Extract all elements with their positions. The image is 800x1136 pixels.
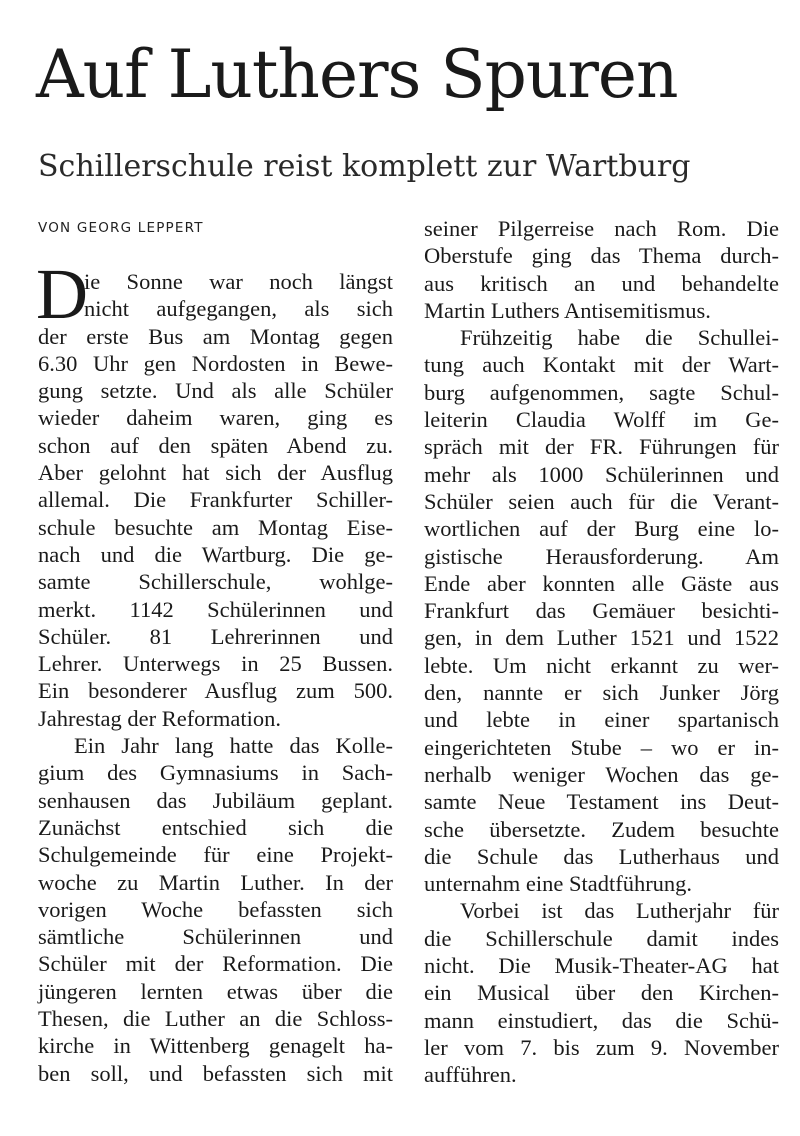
text-line: Frankfurt das Gemäuer besichti- xyxy=(424,598,779,624)
text-line: Jahrestag der Reformation. xyxy=(38,705,282,731)
text-line: seiner Pilgerreise nach Rom. Die xyxy=(424,216,779,241)
text-line: tung auch Kontakt mit der Wart- xyxy=(424,352,779,378)
text-line: nicht. Die Musik-Theater-AG hat xyxy=(424,953,779,979)
text-line: merkt. 1142 Schülerinnen und xyxy=(38,596,393,622)
text-line: sämtliche Schülerinnen und xyxy=(38,924,393,950)
text-line: senhausen das Jubiläum geplant. xyxy=(38,787,393,813)
text-line: schon auf den späten Abend zu. xyxy=(38,432,393,458)
article-column-right xyxy=(424,215,779,1089)
text-line: der erste Bus am Montag gegen xyxy=(38,323,393,349)
text-line: unternahm eine Stadtführung. xyxy=(424,871,693,897)
text-line: spräch mit der FR. Führungen für xyxy=(424,434,779,460)
article-column-left xyxy=(38,268,393,1087)
text-line: vorigen Woche befassten sich xyxy=(38,896,393,922)
text-line: Oberstufe ging das Thema durch- xyxy=(424,243,779,269)
text-line: Schüler. 81 Lehrerinnen und xyxy=(38,623,393,649)
text-line: Schüler seien auch für die Verant- xyxy=(424,488,779,514)
text-line: Martin Luthers Antisemitismus. xyxy=(424,297,711,323)
text-line: die Schule das Lutherhaus und xyxy=(424,843,779,869)
article-subheadline: Schillerschule reist komplett zur Wartburg xyxy=(38,149,691,184)
text-line: samte Neue Testament ins Deut- xyxy=(424,789,779,815)
text-line: Lehrer. Unterwegs in 25 Bussen. xyxy=(38,651,393,677)
text-line: ben soll, und befassten sich mit xyxy=(38,1060,393,1086)
text-line: leiterin Claudia Wolff im Ge- xyxy=(424,407,779,433)
text-line: Aber gelohnt hat sich der Ausflug xyxy=(38,460,393,486)
text-line: mehr als 1000 Schülerinnen und xyxy=(424,461,779,487)
text-line: kirche in Wittenberg genagelt ha- xyxy=(38,1033,393,1059)
text-line: gen, in dem Luther 1521 und 1522 xyxy=(424,625,779,651)
text-line: gistische Herausforderung. Am xyxy=(424,543,779,569)
text-line: schule besuchte am Montag Eise- xyxy=(38,514,393,540)
article-headline: Auf Luthers Spuren xyxy=(36,36,678,113)
text-line: nerhalb weniger Wochen das ge- xyxy=(424,761,779,787)
text-line: burg aufgenommen, sagte Schul- xyxy=(424,379,779,405)
text-line: aus kritisch an und behandelte xyxy=(424,270,779,296)
text-line: und lebte in einer spartanisch xyxy=(424,707,779,733)
text-line: wortlichen auf der Burg eine lo- xyxy=(424,516,779,542)
text-line: ein Musical über den Kirchen- xyxy=(424,980,779,1006)
text-line: lebte. Um nicht erkannt zu wer- xyxy=(424,652,779,678)
text-line: samte Schillerschule, wohlge- xyxy=(38,569,393,595)
text-line: den, nannte er sich Junker Jörg xyxy=(424,680,779,706)
drop-cap: D xyxy=(36,254,88,334)
text-line: Ende aber konnten alle Gäste aus xyxy=(424,570,779,596)
text-line: Ein Jahr lang hatte das Kolle- xyxy=(74,733,393,759)
text-line: Vorbei ist das Lutherjahr für xyxy=(460,898,779,924)
text-line: ler vom 7. bis zum 9. November xyxy=(424,1034,779,1060)
text-line: Ein besonderer Ausflug zum 500. xyxy=(38,678,393,704)
text-line: jüngeren lernten etwas über die xyxy=(38,978,393,1004)
text-line: gium des Gymnasiums in Sach- xyxy=(38,760,393,786)
text-line: wieder daheim waren, ging es xyxy=(38,405,393,431)
text-line: gung setzte. Und als alle Schüler xyxy=(38,378,393,404)
text-line: Frühzeitig habe die Schullei- xyxy=(460,325,779,351)
text-line: Thesen, die Luther an die Schloss- xyxy=(38,1006,393,1032)
text-line: Schüler mit der Reformation. Die xyxy=(38,951,393,977)
text-line: allemal. Die Frankfurter Schiller- xyxy=(38,487,393,513)
text-line: aufführen. xyxy=(424,1062,517,1088)
text-line: Zunächst entschied sich die xyxy=(38,814,393,840)
text-line: 6.30 Uhr gen Nordosten in Bewe- xyxy=(38,350,393,376)
text-line: eingerichteten Stube – wo er in- xyxy=(424,734,779,760)
text-line: nicht aufgegangen, als sich xyxy=(84,296,393,322)
text-line: ie Sonne war noch längst xyxy=(84,269,393,294)
text-line: mann einstudiert, das die Schü- xyxy=(424,1007,779,1033)
article-byline: VON GEORG LEPPERT xyxy=(38,220,204,236)
text-line: sche übersetzte. Zudem besuchte xyxy=(424,816,779,842)
text-line: woche zu Martin Luther. In der xyxy=(38,869,393,895)
text-line: die Schillerschule damit indes xyxy=(424,925,779,951)
text-line: nach und die Wartburg. Die ge- xyxy=(38,541,393,567)
text-line: Schulgemeinde für eine Projekt- xyxy=(38,842,393,868)
